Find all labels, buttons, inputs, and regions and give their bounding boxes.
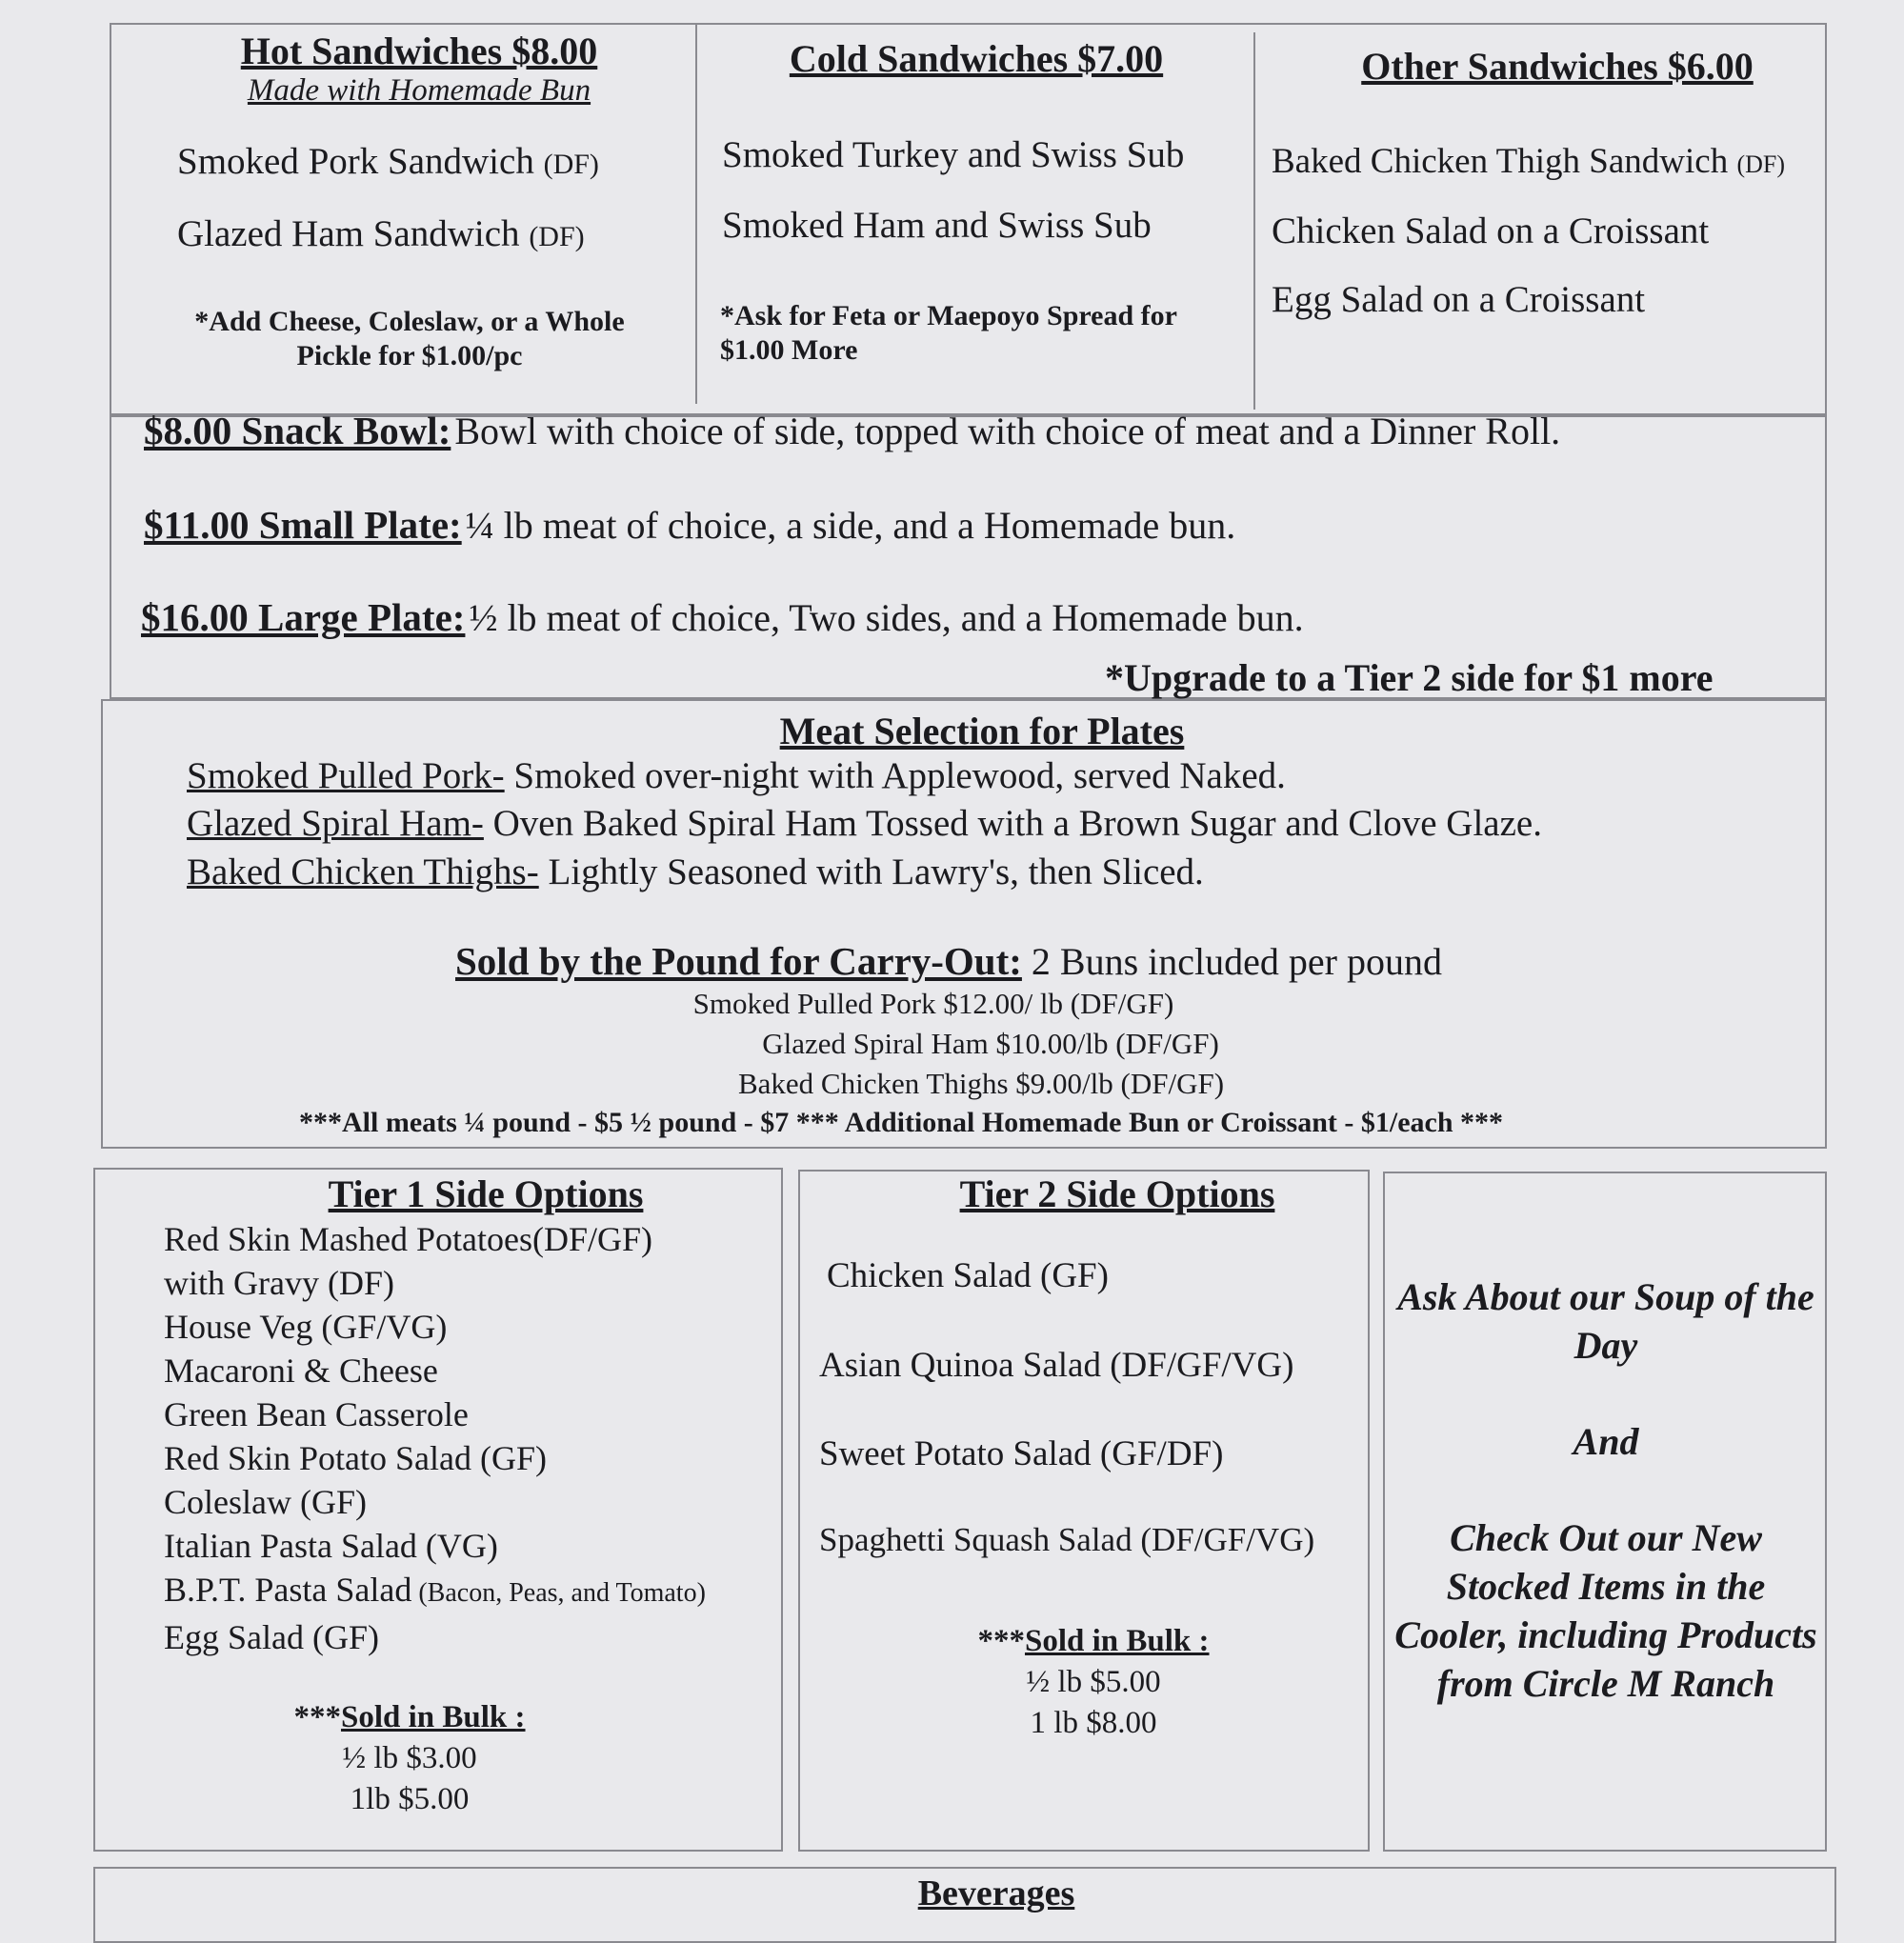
tier1-item: B.P.T. Pasta Salad (Bacon, Peas, and Tomato) xyxy=(164,1571,706,1609)
hot-sandwich-item: Glazed Ham Sandwich (DF) xyxy=(177,213,585,254)
beverages-title: Beverages xyxy=(917,1873,1075,1913)
tier1-bulk-price: ½ lb $3.00 xyxy=(342,1741,477,1775)
hot-sandwich-item: Smoked Pork Sandwich (DF) xyxy=(177,141,599,182)
other-sandwich-item: Chicken Salad on a Croissant xyxy=(1272,210,1710,251)
meat-item: Smoked Pulled Pork- Smoked over-night with Applewood, served Naked. xyxy=(187,755,1286,796)
tier1-item: Green Bean Casserole xyxy=(164,1395,469,1433)
cooler-items-text: Check Out our New Stocked Items in the Cooler, including Products from Circle M Ranch xyxy=(1394,1516,1817,1705)
tier2-item: Asian Quinoa Salad (DF/GF/VG) xyxy=(819,1346,1294,1385)
tier2-bulk: ***Sold in Bulk : ½ lb $5.00 1 lb $8.00 xyxy=(865,1621,1322,1744)
other-sandwiches-column xyxy=(1257,44,1857,89)
tier2-title-wrap xyxy=(798,1172,1436,1216)
cold-sandwich-item: Smoked Turkey and Swiss Sub xyxy=(722,134,1185,175)
cold-sandwiches-column xyxy=(705,36,1248,81)
meats-title: Meat Selection for Plates xyxy=(779,710,1185,752)
tier1-title-wrap xyxy=(133,1172,838,1216)
carryout-item: Glazed Spiral Ham $10.00/lb (DF/GF) xyxy=(762,1027,1219,1060)
meats-footer: ***All meats ¼ pound - $5 ½ pound - $7 *** Additional Homemade Bun or Croissant - $1/each *** xyxy=(299,1107,1504,1138)
other-sandwich-item: Egg Salad on a Croissant xyxy=(1272,279,1646,320)
tier2-bulk-price: ½ lb $5.00 xyxy=(1026,1665,1161,1699)
small-plate-line: $11.00 Small Plate: ¼ lb meat of choice, a side, and a Homemade bun. xyxy=(144,503,1236,547)
tier2-item: Spaghetti Squash Salad (DF/GF/VG) xyxy=(819,1521,1315,1558)
tier1-item: Italian Pasta Salad (VG) xyxy=(164,1527,498,1565)
tier1-title: Tier 1 Side Options xyxy=(328,1172,644,1215)
large-plate-line: $16.00 Large Plate: ½ lb meat of choice, Two sides, and a Homemade bun. xyxy=(141,595,1304,639)
tier2-item: Chicken Salad (GF) xyxy=(827,1256,1109,1295)
cold-sandwiches-title: Cold Sandwiches $7.00 xyxy=(789,37,1164,80)
meats-title-wrap xyxy=(101,709,1863,753)
hot-sandwiches-subtitle: Made with Homemade Bun xyxy=(247,73,591,108)
other-sandwich-item: Baked Chicken Thigh Sandwich (DF) xyxy=(1272,142,1786,181)
beverages-title-wrap xyxy=(93,1873,1899,1914)
tier1-item: with Gravy (DF) xyxy=(164,1264,394,1302)
hot-sandwiches-title: Hot Sandwiches $8.00 xyxy=(240,30,598,72)
hot-sandwich-note: *Add Cheese, Coleslaw, or a Whole Pickle for $1.00/pc xyxy=(194,306,625,371)
meat-item: Glazed Spiral Ham- Oven Baked Spiral Ham Tossed with a Brown Sugar and Clove Glaze. xyxy=(187,803,1542,844)
tier2-title: Tier 2 Side Options xyxy=(959,1172,1275,1215)
sandwich-divider-2 xyxy=(1253,32,1255,410)
other-sandwiches-title: Other Sandwiches $6.00 xyxy=(1361,45,1754,88)
tier1-item: House Veg (GF/VG) xyxy=(164,1308,448,1346)
tier1-bulk: ***Sold in Bulk : ½ lb $3.00 1lb $5.00 xyxy=(190,1697,629,1820)
tier1-item: Red Skin Potato Salad (GF) xyxy=(164,1439,547,1477)
tier1-bulk-price: 1lb $5.00 xyxy=(350,1782,470,1816)
carryout-item: Baked Chicken Thighs $9.00/lb (DF/GF) xyxy=(737,1067,1225,1100)
soup-of-day-text: Ask About our Soup of the Day xyxy=(1397,1275,1814,1367)
hot-sandwiches-column xyxy=(114,29,724,109)
meat-item: Baked Chicken Thighs- Lightly Seasoned with Lawry's, then Sliced. xyxy=(187,851,1204,892)
tier2-bulk-price: 1 lb $8.00 xyxy=(1030,1706,1157,1740)
snack-bowl-line: $8.00 Snack Bowl: Bowl with choice of side, topped with choice of meat and a Dinner Roll. xyxy=(144,409,1561,452)
cold-sandwich-item: Smoked Ham and Swiss Sub xyxy=(722,205,1152,246)
promo-and-text: And xyxy=(1573,1420,1639,1463)
tier1-item: Red Skin Mashed Potatoes(DF/GF) xyxy=(164,1220,652,1258)
promo-text xyxy=(1391,1272,1821,1708)
tier1-list xyxy=(164,1217,706,1659)
carryout-item: Smoked Pulled Pork $12.00/ lb (DF/GF) xyxy=(692,987,1174,1020)
upgrade-note: *Upgrade to a Tier 2 side for $1 more xyxy=(1105,656,1714,699)
carryout-line: Sold by the Pound for Carry-Out: 2 Buns included per pound xyxy=(455,939,1442,983)
cold-sandwich-note: *Ask for Feta or Maepoyo Spread for $1.00 More xyxy=(720,300,1177,366)
tier2-item: Sweet Potato Salad (GF/DF) xyxy=(819,1434,1224,1473)
tier1-item: Egg Salad (GF) xyxy=(164,1618,379,1656)
tier1-item: Coleslaw (GF) xyxy=(164,1483,367,1521)
tier1-item: Macaroni & Cheese xyxy=(164,1352,438,1390)
